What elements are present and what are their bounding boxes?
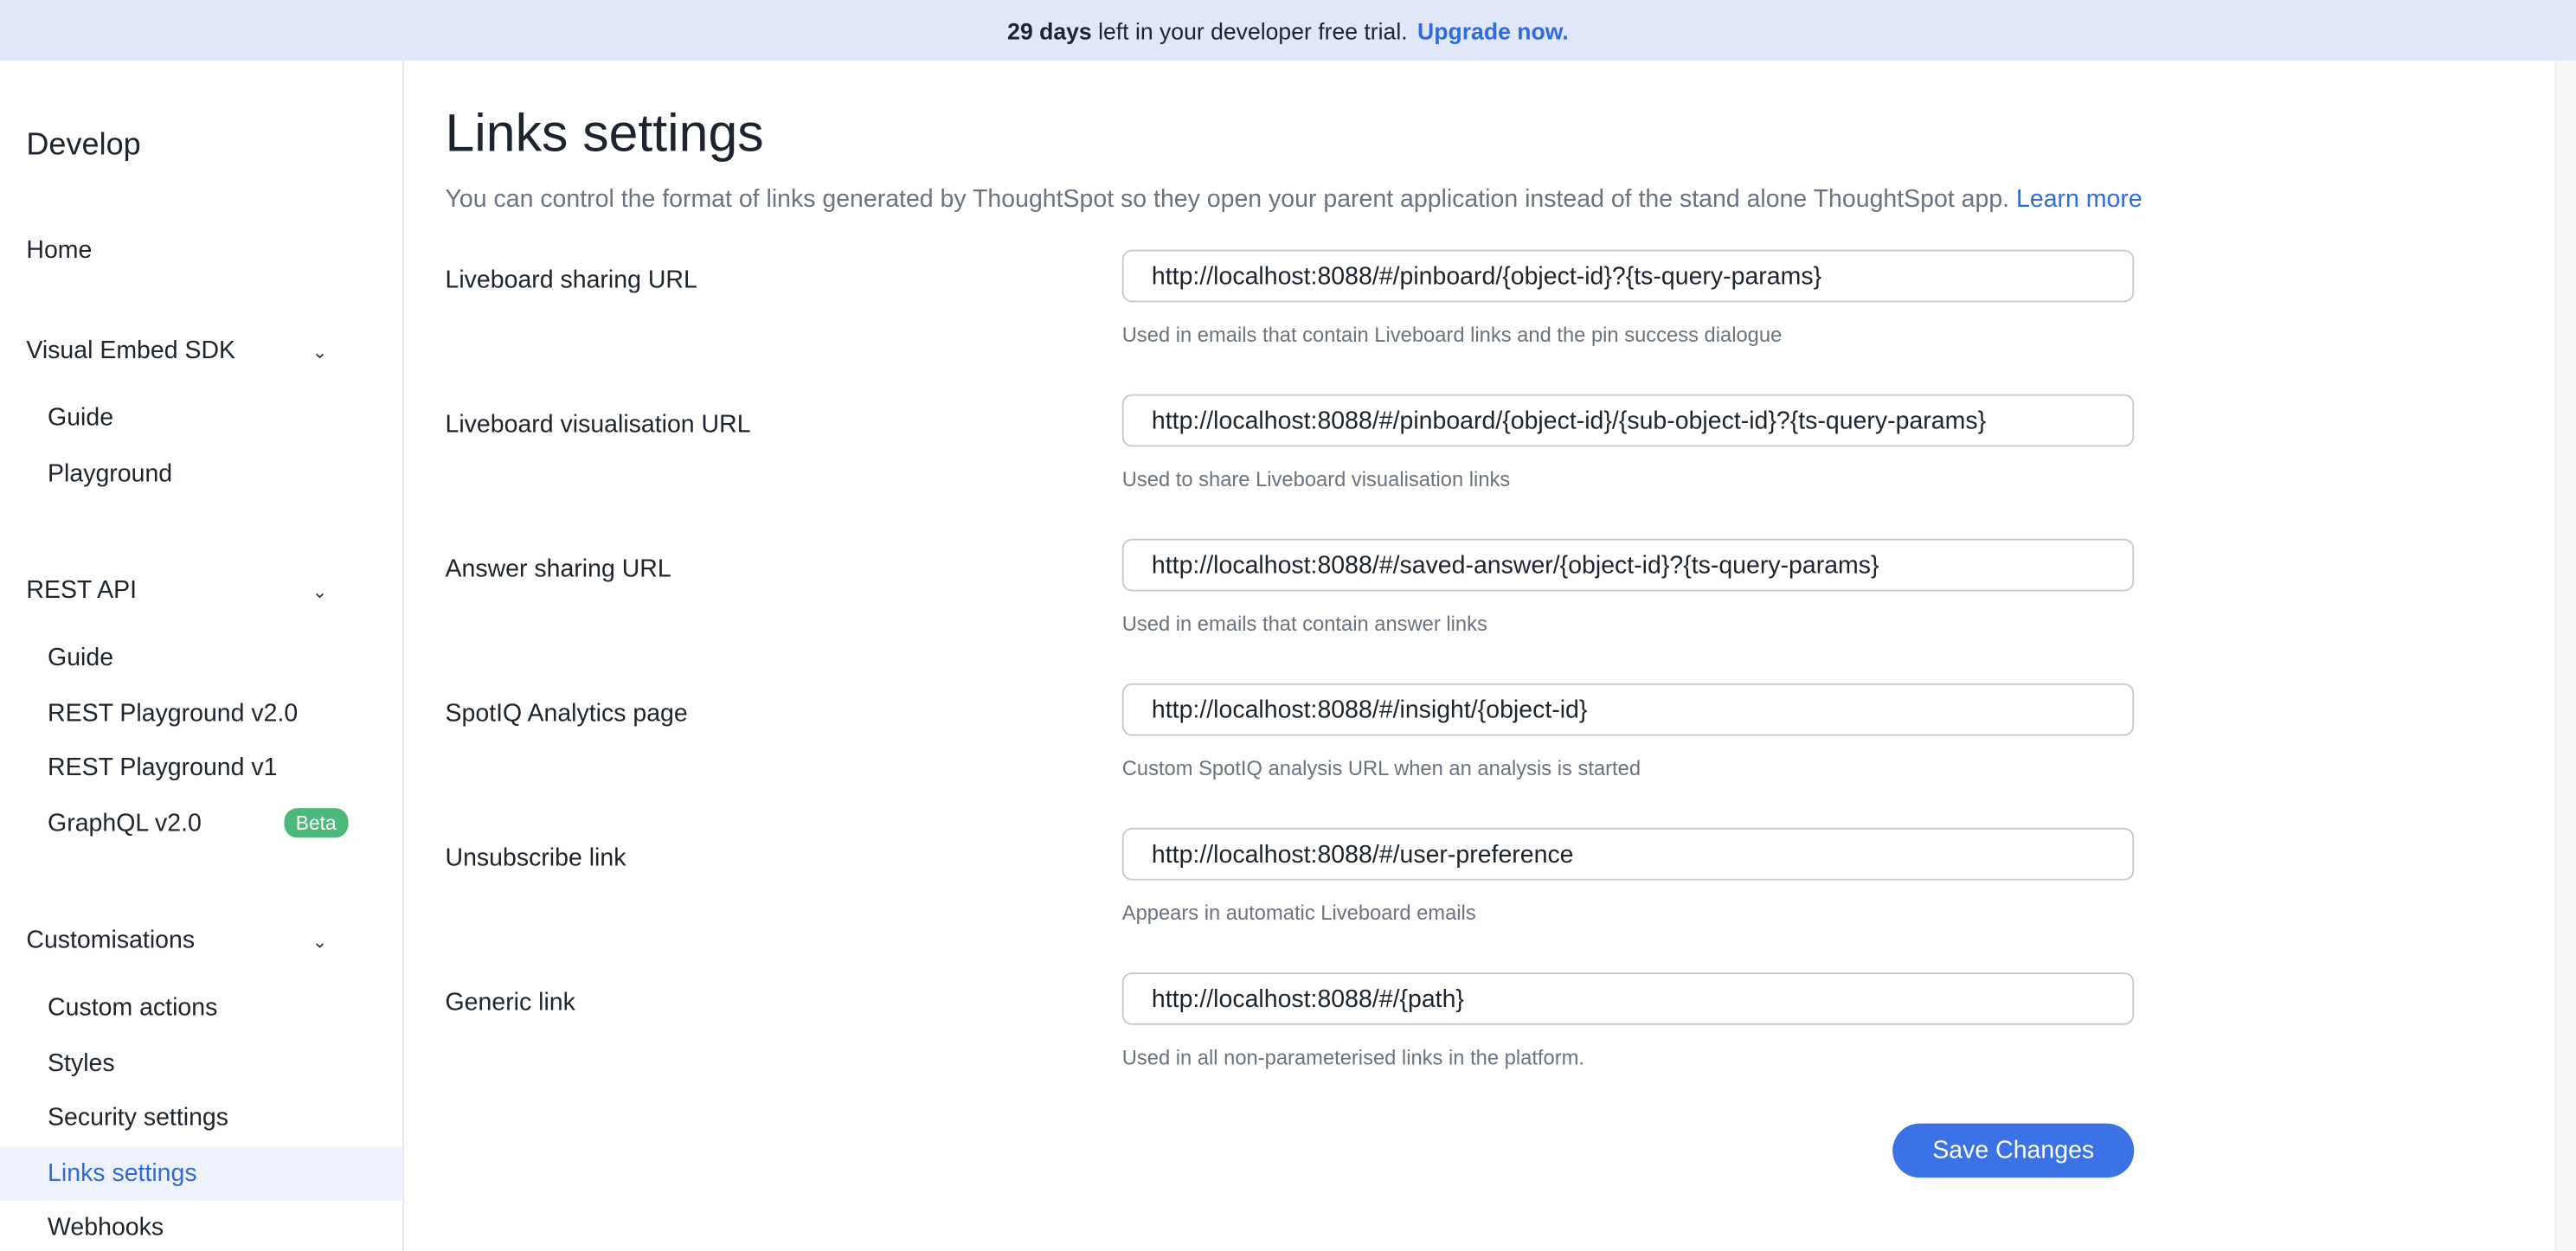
beta-badge: Beta [284,808,347,837]
sidebar-item-custom-actions[interactable]: Custom actions [48,993,218,1022]
upgrade-link[interactable]: Upgrade now. [1417,16,1569,44]
field-label: SpotIQ Analytics page [445,699,688,728]
field-label: Generic link [445,988,575,1017]
field-help: Custom SpotIQ analysis URL when an analysis is started [1121,757,1641,780]
chevron-down-icon[interactable]: ⌄ [312,343,328,363]
sidebar-section-rest-api[interactable]: REST API [26,576,138,605]
field-help: Used in all non-parameterised links in the platform. [1121,1046,1584,1069]
liveboard-sharing-url-input[interactable] [1122,250,2135,303]
chevron-down-icon[interactable]: ⌄ [312,583,328,603]
description-text: You can control the format of links generated by ThoughtSpot so they open your parent application instead of the stand alone ThoughtSpot app. [445,185,2010,214]
sidebar-item-playground[interactable]: Playground [48,459,173,488]
answer-sharing-url-input[interactable] [1122,539,2135,592]
field-help: Used to share Liveboard visualisation links [1121,468,1511,491]
sidebar [0,61,404,1251]
sidebar-item-links-settings[interactable]: Links settings [48,1159,197,1188]
trial-days: 29 days [1007,16,1092,44]
trial-text: left in your developer free trial. [1098,16,1408,44]
setting-row-liveboard-visualisation [446,407,2138,539]
setting-row-unsubscribe [446,841,2138,972]
field-label: Liveboard visualisation URL [445,410,751,439]
save-changes-button[interactable]: Save Changes [1892,1124,2134,1178]
sidebar-title: Develop [26,128,141,163]
main-content [404,61,2576,1251]
setting-row-answer-sharing [446,552,2138,683]
sidebar-section-visual-embed-sdk[interactable]: Visual Embed SDK [26,337,236,365]
sidebar-item-home[interactable]: Home [26,236,93,265]
field-label: Unsubscribe link [445,844,626,873]
field-label: Answer sharing URL [445,555,671,584]
unsubscribe-link-input[interactable] [1122,828,2135,881]
learn-more-link[interactable]: Learn more [2016,185,2142,214]
setting-row-generic-link [446,985,2138,1117]
sidebar-item-security-settings[interactable]: Security settings [48,1103,228,1132]
sidebar-item-rest-playground-v1[interactable]: REST Playground v1 [48,754,278,782]
field-help: Used in emails that contain Liveboard links and the pin success dialogue [1121,324,1783,347]
trial-banner [0,0,2576,61]
chevron-down-icon[interactable]: ⌄ [312,933,328,953]
field-help: Used in emails that contain answer links [1121,613,1487,636]
generic-link-input[interactable] [1122,972,2135,1025]
page-title: Links settings [445,103,764,163]
liveboard-visualisation-url-input[interactable] [1122,395,2135,447]
spotiq-url-input[interactable] [1122,683,2135,736]
field-help: Appears in automatic Liveboard emails [1121,901,1476,925]
scrollbar[interactable] [2554,61,2576,1251]
setting-row-liveboard-sharing [446,263,2138,395]
setting-row-spotiq [446,696,2138,828]
sidebar-item-rest-guide[interactable]: Guide [48,644,114,672]
field-label: Liveboard sharing URL [445,266,697,294]
sidebar-section-customisations[interactable]: Customisations [26,926,196,955]
sidebar-item-graphql[interactable]: GraphQL v2.0 [48,810,202,838]
page-description [446,186,2142,214]
sidebar-item-styles[interactable]: Styles [48,1049,115,1078]
sidebar-item-webhooks[interactable]: Webhooks [48,1214,164,1242]
sidebar-item-rest-playground-v2[interactable]: REST Playground v2.0 [48,699,299,728]
sidebar-item-guide[interactable]: Guide [48,404,114,433]
